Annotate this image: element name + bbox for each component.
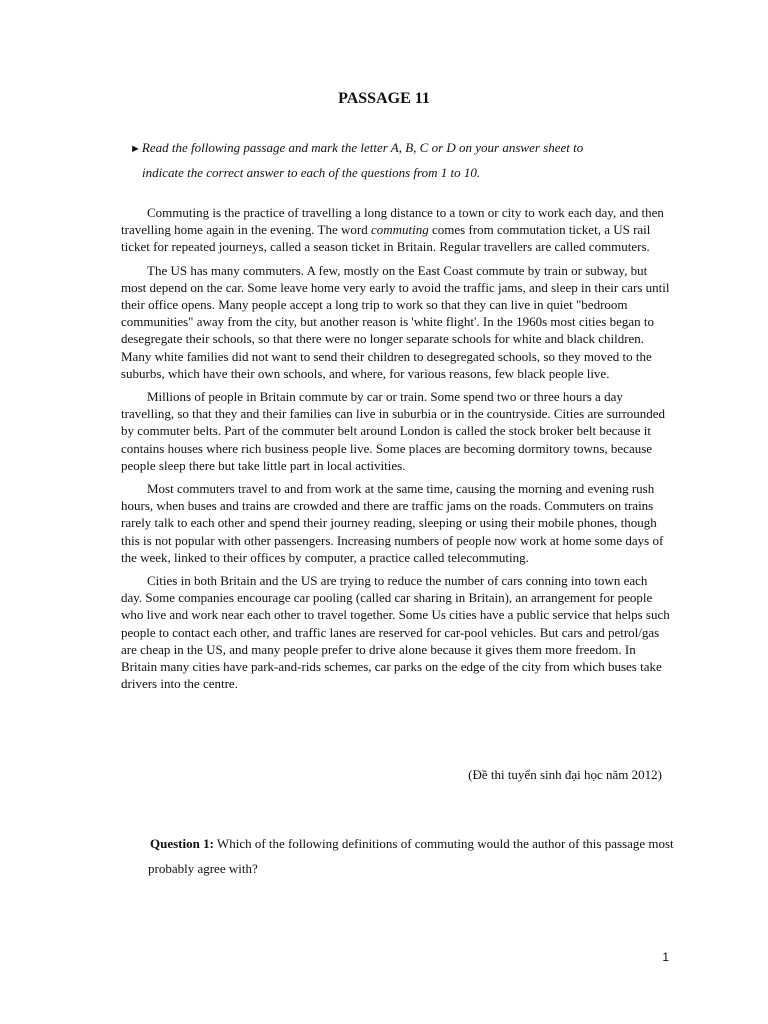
- paragraph-1-start: Commuting is the practice of travelling a long distance to a town or city to work each day, and then travelling home again in the evening. The word: [121, 205, 664, 238]
- source-citation: (Đề thi tuyển sinh đại học năm 2012): [468, 767, 662, 782]
- passage-title: PASSAGE 11: [338, 90, 430, 107]
- instruction-line-1: Read the following passage and mark the letter A, B, C or D on your answer sheet to: [141, 140, 584, 155]
- paragraph-1: [121, 204, 671, 256]
- question-text: Which of the following definitions of commuting would the author of this passage most probably agree with?: [148, 836, 674, 876]
- emphasized-word: commuting: [370, 222, 429, 238]
- arrow-bullet-icon: ►: [130, 143, 141, 155]
- paragraph-5: Cities in both Britain and the US are trying to reduce the number of cars conning into town each day. Some companies encourage car pooling (called car sharing in Britain), an arrangement for people who live and work near each other to travel together. Some Us cities have a public service that helps such people to contact each other, and traffic lanes are reserved for car-pool vehicles. But cars and petrol/gas are cheap in the US, and many people prefer to drive alone because it gives them more freedom. In Britain many cities have park-and-rids schemes, car parks on the edge of the city from which buses take drivers into the centre.: [121, 573, 670, 692]
- paragraph-4: Most commuters travel to and from work at the same time, causing the morning and evening rush hours, when buses and trains are crowded and there are traffic jams on the roads. Commuters on trains rarely talk to each other and spend their journey reading, sleeping or using their mobile phones, though this is not popular with other passengers. Increasing numbers of people now work at home some days of the week, linked to their offices by computer, a practice called telecommuting.: [121, 481, 664, 565]
- paragraph-3: Millions of people in Britain commute by car or train. Some spend two or three hours a day travelling, so that they and their families can live in suburbia or in the countryside. Cities are surrounded by commuter belts. Part of the commuter belt around London is called the stock broker belt because it contains houses where rich business people live. Some places are becoming dormitory towns, because people sleep there but take little part in local activities.: [121, 389, 666, 473]
- paragraph-2: The US has many commuters. A few, mostly on the East Coast commute by train or subway, but most depend on the car. Some leave home very early to avoid the traffic jams, and sleep in their cars until their office opens. Many people accept a long trip to work so that they can live in quiet "bedroom communities" away from the city, but another reason is 'white flight'. In the 1960s most cities began to desegregate their schools, so that there were no longer separate schools for white and black children. Many white families did not want to send their children to desegregated schools, so they moved to the suburbs, which have their own schools, and where, for various reasons, few black people live.: [121, 262, 670, 381]
- question-1: [148, 831, 678, 881]
- instruction-line-2: indicate the correct answer to each of the questions from 1 to 10.: [142, 165, 481, 180]
- paragraph-1-end: comes from commutation ticket, a US rail ticket for repeated journeys, called a season ticket in Britain. Regular travellers are called commuters.: [121, 222, 651, 255]
- page-number: 1: [662, 950, 669, 964]
- instruction: [130, 136, 650, 184]
- passage-body: [121, 204, 671, 698]
- question-label: Question 1:: [150, 836, 214, 851]
